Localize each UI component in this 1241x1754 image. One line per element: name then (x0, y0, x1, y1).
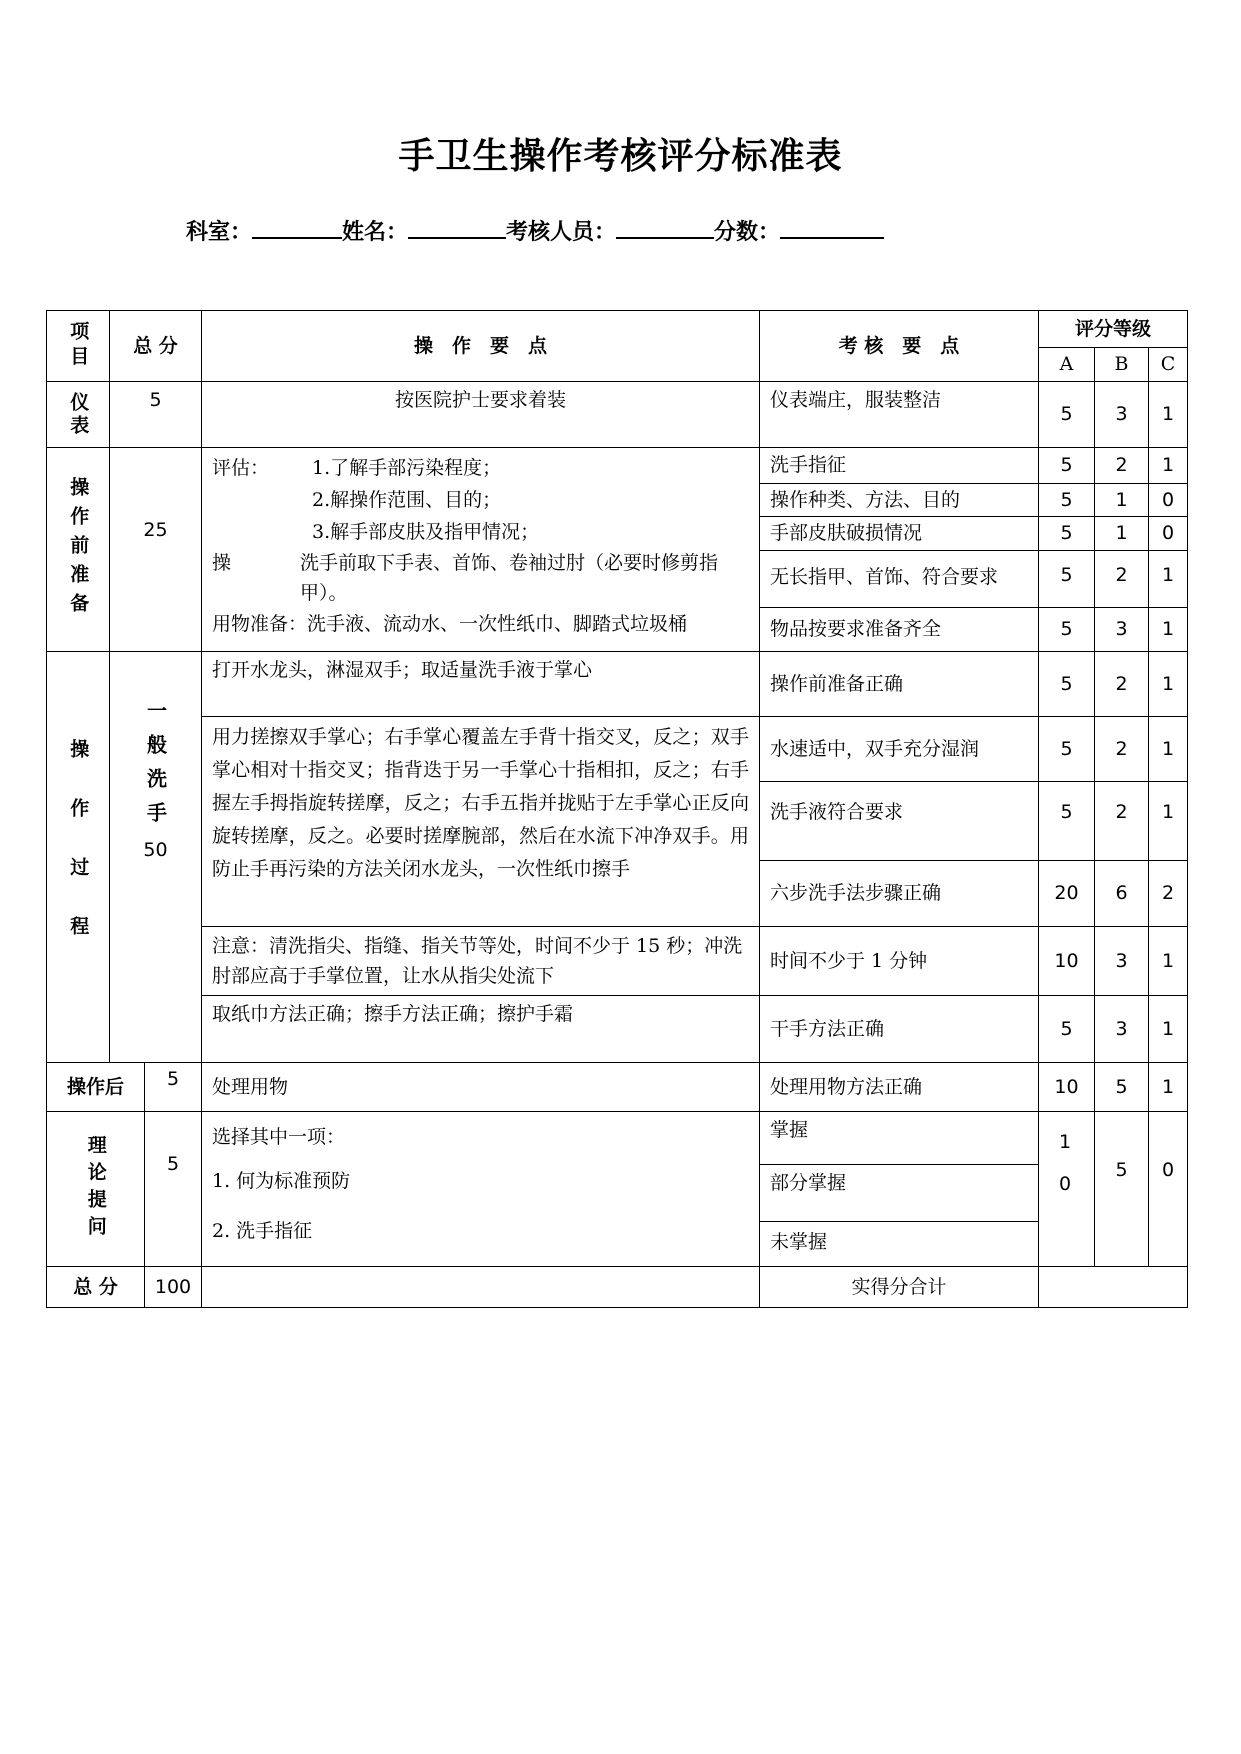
theory-score: 5 (144, 1111, 202, 1267)
prep-check-3-c: 0 (1148, 516, 1188, 551)
prep-check-1-a: 5 (1038, 447, 1095, 484)
prep-check-2-b: 1 (1094, 483, 1149, 517)
process-sub-label: 一般洗手 (143, 700, 168, 836)
total-score: 100 (144, 1266, 202, 1308)
prep-op-label: 操 (212, 552, 232, 574)
prep-check-3-a: 5 (1038, 516, 1095, 551)
appearance-b: 3 (1094, 381, 1149, 448)
header-grade-b: B (1094, 347, 1149, 382)
prep-label: 操作前准备 (46, 447, 110, 652)
prep-op-text: 洗手前取下手表、首饰、卷袖过肘（必要时修剪指甲）。 (300, 552, 719, 604)
process-step-4: 取纸巾方法正确；擦手方法正确；擦护手霜 (201, 995, 760, 1063)
process-check-4: 六步洗手法步骤正确 (759, 860, 1039, 927)
form-header-fields (186, 215, 884, 246)
appearance-check: 仪表端庄，服装整洁 (759, 381, 1039, 448)
theory-a (1038, 1111, 1095, 1267)
prep-check-5-a: 5 (1038, 607, 1095, 652)
total-label: 总 分 (46, 1266, 145, 1308)
theory-a-top: 1 (1059, 1131, 1072, 1153)
prep-check-5: 物品按要求准备齐全 (759, 607, 1039, 652)
total-actual-value[interactable] (1038, 1266, 1188, 1308)
process-check-4-b: 6 (1094, 860, 1149, 927)
process-check-4-c: 2 (1148, 860, 1188, 927)
process-check-6-b: 3 (1094, 995, 1149, 1063)
theory-points (201, 1111, 760, 1267)
theory-check-3: 未掌握 (759, 1221, 1039, 1267)
process-check-6: 干手方法正确 (759, 995, 1039, 1063)
page-title: 手卫生操作考核评分标准表 (398, 136, 843, 177)
after-a: 10 (1038, 1062, 1095, 1112)
prep-check-1-c: 1 (1148, 447, 1188, 484)
prep-check-3: 手部皮肤破损情况 (759, 516, 1039, 551)
prep-assess-2: 2.解操作范围、目的； (312, 489, 502, 511)
prep-check-4-c: 1 (1148, 550, 1188, 608)
appearance-point: 按医院护士要求着装 (201, 381, 760, 448)
process-check-4-a: 20 (1038, 860, 1095, 927)
prep-assess-3: 3.解手部皮肤及指甲情况； (312, 521, 540, 543)
score-blank[interactable] (780, 217, 884, 239)
process-check-1-b: 2 (1094, 651, 1149, 717)
header-grade-a: A (1038, 347, 1095, 382)
process-check-5-b: 3 (1094, 926, 1149, 996)
score-label: 分数： (714, 220, 781, 245)
process-check-2: 水速适中，双手充分湿润 (759, 716, 1039, 782)
prep-check-4: 无长指甲、首饰、符合要求 (759, 550, 1039, 608)
process-check-3: 洗手液符合要求 (759, 781, 1039, 861)
prep-check-2-a: 5 (1038, 483, 1095, 517)
process-check-3-c: 1 (1148, 781, 1188, 861)
process-check-3-a: 5 (1038, 781, 1095, 861)
process-check-1-c: 1 (1148, 651, 1188, 717)
theory-c: 0 (1148, 1111, 1188, 1267)
process-step-3: 注意：清洗指尖、指缝、指关节等处，时间不少于 15 秒；冲洗肘部应高于手掌位置，让水从指尖处流下 (201, 926, 760, 996)
process-sub (109, 651, 202, 1063)
theory-check-1: 掌握 (759, 1111, 1039, 1165)
process-check-1-a: 5 (1038, 651, 1095, 717)
theory-a-bottom: 0 (1059, 1173, 1072, 1195)
name-label: 姓名： (342, 220, 409, 245)
process-label: 操作过程 (46, 651, 110, 1063)
examiner-label: 考核人员： (506, 220, 617, 245)
process-sub-score: 50 (143, 839, 168, 861)
total-actual-label: 实得分合计 (759, 1266, 1039, 1308)
header-grade: 评分等级 (1038, 310, 1188, 348)
prep-points (201, 447, 760, 652)
header-total: 总 分 (109, 310, 202, 382)
prep-check-1: 洗手指征 (759, 447, 1039, 484)
header-points: 操 作 要 点 (201, 310, 760, 382)
prep-assess-1: 1.了解手部污染程度； (312, 457, 502, 479)
theory-q1: 1. 何为标准预防 (212, 1170, 351, 1192)
process-check-1: 操作前准备正确 (759, 651, 1039, 717)
header-item: 项目 (46, 310, 110, 382)
process-check-2-c: 1 (1148, 716, 1188, 782)
theory-label: 理论提问 (46, 1111, 145, 1267)
process-check-2-a: 5 (1038, 716, 1095, 782)
dept-blank[interactable] (252, 217, 342, 239)
appearance-c: 1 (1148, 381, 1188, 448)
appearance-label: 仪表 (46, 381, 110, 448)
process-check-5-c: 1 (1148, 926, 1188, 996)
after-b: 5 (1094, 1062, 1149, 1112)
process-check-2-b: 2 (1094, 716, 1149, 782)
process-step-1: 打开水龙头，淋湿双手；取适量洗手液于掌心 (201, 651, 760, 717)
process-check-6-c: 1 (1148, 995, 1188, 1063)
prep-check-2: 操作种类、方法、目的 (759, 483, 1039, 517)
prep-check-5-b: 3 (1094, 607, 1149, 652)
after-point: 处理用物 (201, 1062, 760, 1112)
theory-check-2: 部分掌握 (759, 1164, 1039, 1222)
name-blank[interactable] (408, 217, 506, 239)
process-step-2: 用力搓擦双手掌心；右手掌心覆盖左手背十指交叉，反之；双手掌心相对十指交叉；指背迭于另一手掌心十指相扣，反之；右手握左手拇指旋转搓摩，反之；右手五指并拢贴于左手掌心正反向旋转搓摩，反之。必要时搓摩腕部，然后在水流下冲净双手。用防止手再污染的方法关闭水龙头，一次性纸巾擦手 (201, 716, 760, 927)
process-check-5-a: 10 (1038, 926, 1095, 996)
after-check: 处理用物方法正确 (759, 1062, 1039, 1112)
theory-q2: 2. 洗手指征 (212, 1220, 313, 1242)
after-score: 5 (144, 1062, 202, 1112)
prep-score: 25 (109, 447, 202, 652)
after-c: 1 (1148, 1062, 1188, 1112)
prep-check-2-c: 0 (1148, 483, 1188, 517)
prep-assess-label: 评估： (212, 457, 270, 479)
appearance-score: 5 (109, 381, 202, 448)
after-label: 操作后 (46, 1062, 145, 1112)
prep-check-3-b: 1 (1094, 516, 1149, 551)
theory-intro: 选择其中一项： (212, 1126, 346, 1148)
prep-check-4-b: 2 (1094, 550, 1149, 608)
prep-supplies: 用物准备：洗手液、流动水、一次性纸巾、脚踏式垃圾桶 (212, 613, 688, 635)
prep-check-4-a: 5 (1038, 550, 1095, 608)
header-exam-points: 考 核 要 点 (759, 310, 1039, 382)
process-check-5: 时间不少于 1 分钟 (759, 926, 1039, 996)
prep-check-1-b: 2 (1094, 447, 1149, 484)
dept-label: 科室： (186, 220, 253, 245)
theory-b: 5 (1094, 1111, 1149, 1267)
examiner-blank[interactable] (616, 217, 714, 239)
header-grade-c: C (1148, 347, 1188, 382)
total-blank-points (201, 1266, 760, 1308)
appearance-a: 5 (1038, 381, 1095, 448)
prep-check-5-c: 1 (1148, 607, 1188, 652)
process-check-6-a: 5 (1038, 995, 1095, 1063)
process-check-3-b: 2 (1094, 781, 1149, 861)
